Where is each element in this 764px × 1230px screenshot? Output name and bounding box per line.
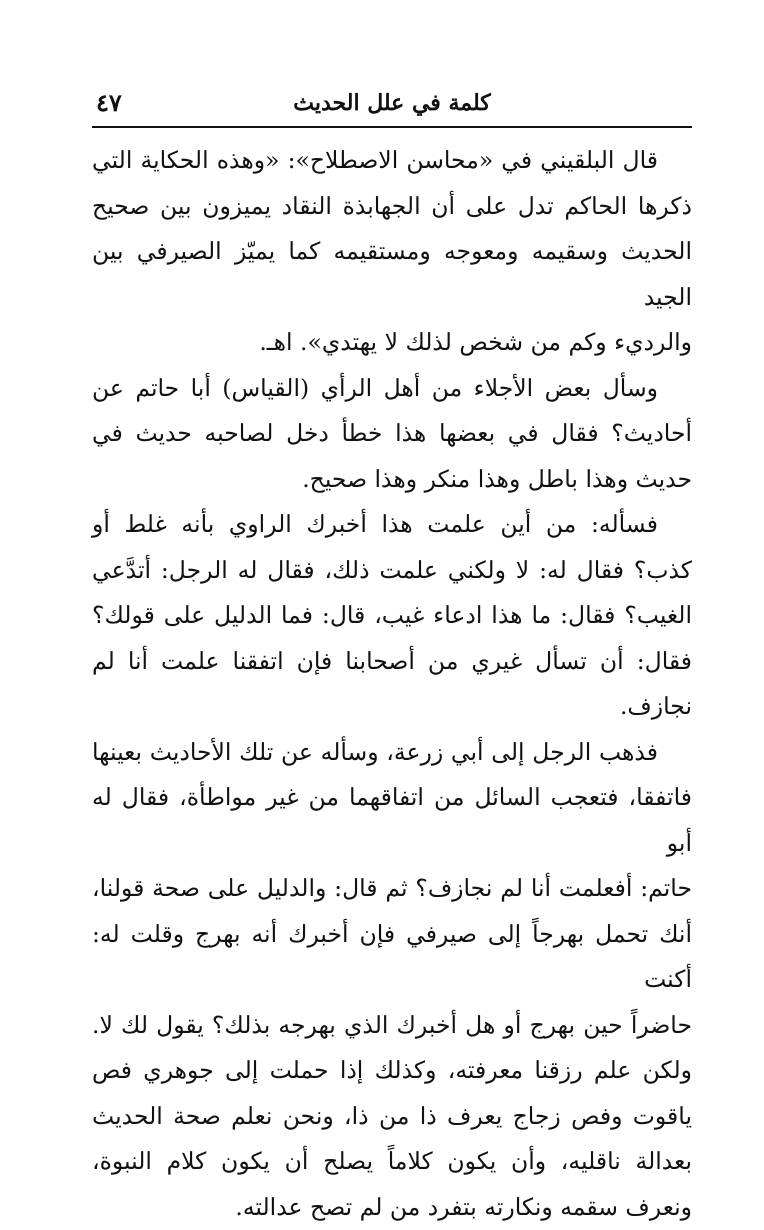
text-line: ذكرها الحاكم تدل على أن الجهابذة النقاد يميزون بين صحيح [92,184,692,230]
text-line: الغيب؟ فقال: ما هذا ادعاء غيب، قال: فما الدليل على قولك؟ [92,593,692,639]
text-line: فقال: أن تسأل غيري من أصحابنا فإن اتفقنا علمت أنا لم نجازف. [92,639,692,730]
text-line: والرديء وكم من شخص لذلك لا يهتدي». اهـ. [92,320,692,366]
paragraph [92,502,692,730]
text-line: أحاديث؟ فقال في بعضها هذا خطأ دخل لصاحبه حديث في [92,411,692,457]
text-line: ولكن علم رزقنا معرفته، وكذلك إذا حملت إلى جوهري فص [92,1048,692,1094]
text-line: ياقوت وفص زجاج يعرف ذا من ذا، ونحن نعلم صحة الحديث [92,1094,692,1140]
paragraph [92,366,692,503]
text-line: وسأل بعض الأجلاء من أهل الرأي (القياس) أبا حاتم عن [92,366,692,412]
text-line: فذهب الرجل إلى أبي زرعة، وسأله عن تلك الأحاديث بعينها [92,730,692,776]
running-header [92,88,692,128]
page-body [92,138,692,1230]
text-line: ونعرف سقمه ونكارته بتفرد من لم تصح عدالته. [92,1185,692,1230]
page-number: ٤٧ [96,88,122,117]
text-line: فسأله: من أين علمت هذا أخبرك الراوي بأنه غلط أو [92,502,692,548]
text-line: الحديث وسقيمه ومعوجه ومستقيمه كما يميّز الصيرفي بين الجيد [92,229,692,320]
text-line: حاضراً حين بهرج أو هل أخبرك الذي بهرجه بذلك؟ يقول لك لا. [92,1003,692,1049]
text-line: كذب؟ فقال له: لا ولكني علمت ذلك، فقال له الرجل: أتدَّعي [92,548,692,594]
text-line: حاتم: أفعلمت أنا لم نجازف؟ ثم قال: والدليل على صحة قولنا، [92,866,692,912]
running-title: كلمة في علل الحديث [92,90,692,116]
paragraph [92,138,692,366]
text-line: قال البلقيني في «محاسن الاصطلاح»: «وهذه الحكاية التي [92,138,692,184]
text-line: فاتفقا، فتعجب السائل من اتفاقهما من غير مواطأة، فقال له أبو [92,775,692,866]
text-line: حديث وهذا باطل وهذا منكر وهذا صحيح. [92,457,692,503]
text-line: أنك تحمل بهرجاً إلى صيرفي فإن أخبرك أنه بهرج وقلت له: أكنت [92,912,692,1003]
paragraph [92,730,692,1230]
text-line: بعدالة ناقليه، وأن يكون كلاماً يصلح أن يكون كلام النبوة، [92,1139,692,1185]
